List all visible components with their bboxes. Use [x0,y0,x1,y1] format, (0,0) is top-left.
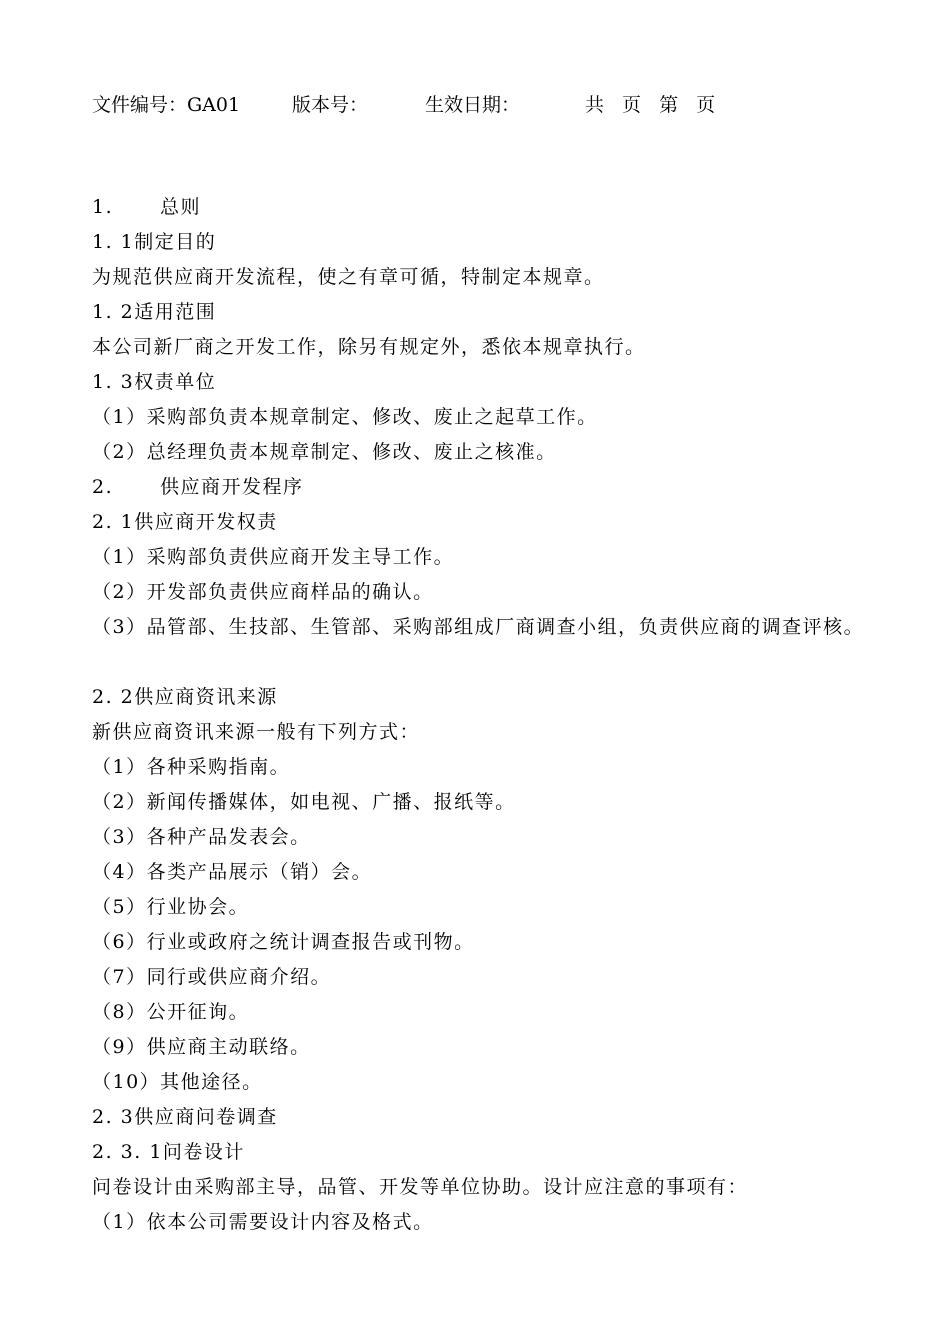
list-item: （3）各种产品发表会。 [92,826,311,848]
list-item: （2）新闻传播媒体，如电视、广播、报纸等。 [92,791,516,813]
section-heading [92,190,867,225]
subsubsection-heading: 2. 3. 1问卷设计 [92,1141,245,1163]
list-item: （1）采购部负责供应商开发主导工作。 [92,546,455,568]
subsection-heading: 2. 1供应商开发权责 [92,511,278,533]
list-item: （8）公开征询。 [92,1001,250,1023]
subsection-heading: 1. 2适用范围 [92,301,217,323]
paragraph: 为规范供应商开发流程，使之有章可循，特制定本规章。 [92,266,605,288]
doc-number: 文件编号：GA01 [92,93,241,116]
section-number: 2. [92,476,114,498]
list-item: （1）依本公司需要设计内容及格式。 [92,1211,434,1233]
subsection-heading: 1. 1制定目的 [92,231,217,253]
paragraph: 新供应商资讯来源一般有下列方式： [92,721,421,743]
list-item: （1）各种采购指南。 [92,756,291,778]
document-body [92,190,867,1240]
list-item: （5）行业协会。 [92,896,250,918]
effective-date: 生效日期： [425,93,521,116]
section-heading [92,470,867,505]
section-title: 总则 [160,196,202,218]
list-item: （3）品管部、生技部、生管部、采购部组成厂商调查小组，负责供应商的调查评核。 [92,616,865,638]
document-header [92,88,721,118]
paragraph: 本公司新厂商之开发工作，除另有规定外，悉依本规章执行。 [92,336,646,358]
list-item: （6）行业或政府之统计调查报告或刊物。 [92,931,475,953]
list-item: （4）各类产品展示（销）会。 [92,861,373,883]
list-item: （2）开发部负责供应商样品的确认。 [92,581,434,603]
list-item: （9）供应商主动联络。 [92,1036,311,1058]
section-title: 供应商开发程序 [160,476,304,498]
version-number: 版本号： [292,93,369,116]
page-count: 共 页 第 页 [585,93,722,116]
section-number: 1. [92,196,114,218]
subsection-heading: 2. 3供应商问卷调查 [92,1106,278,1128]
list-item: （7）同行或供应商介绍。 [92,966,332,988]
paragraph: 问卷设计由采购部主导，品管、开发等单位协助。设计应注意的事项有： [92,1176,749,1198]
list-item: （1）采购部负责本规章制定、修改、废止之起草工作。 [92,406,598,428]
list-item: （10）其他途径。 [92,1071,263,1093]
subsection-heading: 2. 2供应商资讯来源 [92,686,278,708]
subsection-heading: 1. 3权责单位 [92,371,217,393]
list-item: （2）总经理负责本规章制定、修改、废止之核准。 [92,441,557,463]
